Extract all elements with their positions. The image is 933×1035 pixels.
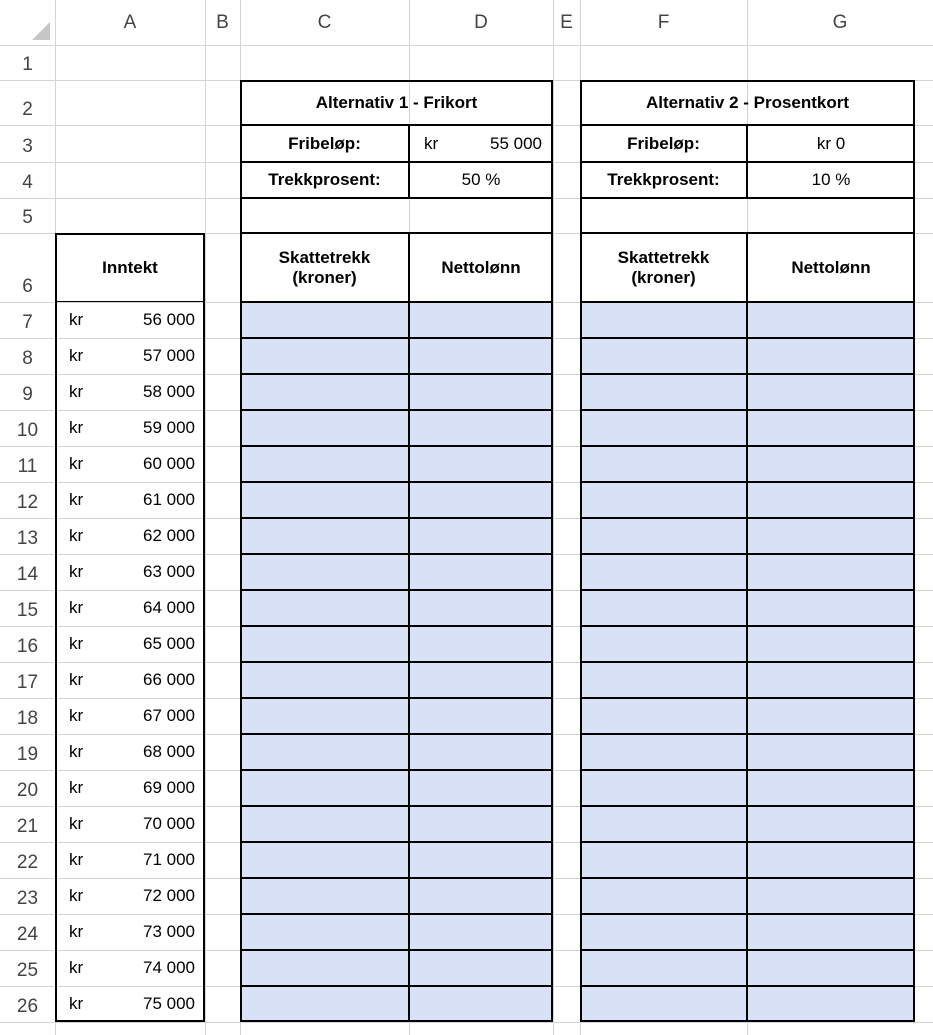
alt1-title: Alternativ 1 - Frikort (315, 92, 478, 112)
row-header-1[interactable]: 1 (22, 54, 33, 75)
alt1-nettolonn-cell[interactable] (409, 554, 553, 590)
income-amount: 75 000 (143, 994, 195, 1013)
alt1-nettolonn-cell[interactable] (409, 734, 553, 770)
alt2-skattetrekk-header: Skattetrekk (kroner) (617, 247, 710, 287)
alt2-skattetrekk-cell[interactable] (580, 914, 747, 950)
row-header-12[interactable]: 12 (16, 492, 39, 513)
alt2-nettolonn-cell[interactable] (747, 734, 915, 770)
alt1-nettolonn-cell[interactable] (409, 446, 553, 482)
alt1-nettolonn-cell[interactable] (409, 482, 553, 518)
income-amount: 70 000 (143, 814, 195, 833)
alt2-nettolonn-cell[interactable] (747, 518, 915, 554)
alt1-nettolonn-cell[interactable] (409, 626, 553, 662)
alt1-nettolonn-cell[interactable] (409, 770, 553, 806)
alt1-skattetrekk-cell[interactable] (240, 410, 409, 446)
income-cell[interactable] (55, 518, 205, 554)
income-amount: 56 000 (143, 310, 195, 329)
alt2-nettolonn-header-cell[interactable] (747, 233, 915, 302)
alt2-nettolonn-cell[interactable] (747, 482, 915, 518)
alt1-skattetrekk-cell[interactable] (240, 338, 409, 374)
income-cell[interactable] (55, 374, 205, 410)
income-header: Inntekt (102, 257, 158, 277)
alt1-nettolonn-cell[interactable] (409, 518, 553, 554)
row-header-19[interactable]: 19 (16, 744, 39, 765)
income-cell[interactable] (55, 662, 205, 698)
gridline-horizontal (0, 1022, 933, 1023)
currency-label: kr (69, 778, 84, 797)
alt1-trekk-value-cell[interactable] (409, 162, 553, 198)
alt1-skattetrekk-cell[interactable] (240, 590, 409, 626)
alt2-skattetrekk-cell[interactable] (580, 986, 747, 1022)
alt1-skattetrekk-cell[interactable] (240, 986, 409, 1022)
income-cell[interactable] (55, 914, 205, 950)
income-cell[interactable] (55, 590, 205, 626)
income-cell[interactable] (55, 302, 205, 338)
alt2-nettolonn-cell[interactable] (747, 770, 915, 806)
alt1-skattetrekk-header-cell[interactable] (240, 233, 409, 302)
row-header-2[interactable]: 2 (22, 99, 33, 120)
income-cell[interactable] (55, 698, 205, 734)
income-cell[interactable] (55, 338, 205, 374)
alt2-nettolonn-cell[interactable] (747, 338, 915, 374)
alt2-fribelop-label: Fribeløp: (627, 133, 700, 153)
alt1-skattetrekk-cell[interactable] (240, 662, 409, 698)
income-cell[interactable] (55, 410, 205, 446)
income-amount: 60 000 (143, 454, 195, 473)
row-header-20[interactable]: 20 (16, 780, 39, 801)
currency-label: kr (69, 634, 84, 653)
alt1-nettolonn-cell[interactable] (409, 374, 553, 410)
alt1-nettolonn-cell[interactable] (409, 590, 553, 626)
currency-label: kr (69, 346, 84, 365)
gridline-horizontal (0, 45, 933, 46)
income-cell[interactable] (55, 626, 205, 662)
alt2-empty-cell[interactable] (580, 198, 915, 233)
income-amount: 68 000 (143, 742, 195, 761)
row-header-16[interactable]: 16 (16, 636, 39, 657)
currency-label: kr (69, 526, 84, 545)
currency-label: kr (69, 742, 84, 761)
alt1-skattetrekk-cell[interactable] (240, 770, 409, 806)
income-amount: 58 000 (143, 382, 195, 401)
alt1-nettolonn-cell[interactable] (409, 338, 553, 374)
income-amount: 62 000 (143, 526, 195, 545)
income-amount: 67 000 (143, 706, 195, 725)
row-header-9[interactable]: 9 (22, 384, 33, 405)
alt1-skattetrekk-cell[interactable] (240, 446, 409, 482)
row-header-17[interactable]: 17 (16, 672, 39, 693)
alt1-trekk-label: Trekkprosent: (268, 170, 381, 189)
currency-label: kr (69, 310, 84, 329)
income-cell[interactable] (55, 986, 205, 1022)
row-header-6[interactable]: 6 (22, 276, 33, 297)
income-cell[interactable] (55, 770, 205, 806)
row-header-14[interactable]: 14 (16, 564, 39, 585)
currency-label: kr (69, 454, 84, 473)
row-header-8[interactable]: 8 (22, 348, 33, 369)
income-cell[interactable] (55, 554, 205, 590)
alt2-trekk-label-cell[interactable] (580, 162, 747, 198)
alt1-nettolonn-cell[interactable] (409, 878, 553, 914)
row-header-5[interactable]: 5 (22, 207, 33, 228)
alt1-nettolonn-cell[interactable] (409, 410, 553, 446)
income-amount: 69 000 (143, 778, 195, 797)
income-cell[interactable] (55, 734, 205, 770)
alt2-skattetrekk-cell[interactable] (580, 878, 747, 914)
income-amount: 71 000 (143, 850, 195, 869)
alt2-nettolonn-cell[interactable] (747, 446, 915, 482)
income-amount: 72 000 (143, 886, 195, 905)
column-header-b[interactable]: B (216, 11, 229, 33)
alt2-trekk-value-cell[interactable] (747, 162, 915, 198)
alt1-fribelop-label-cell[interactable] (240, 125, 409, 162)
alt2-nettolonn-cell[interactable] (747, 626, 915, 662)
alt1-skattetrekk-header: Skattetrekk (kroner) (278, 247, 371, 287)
alt1-skattetrekk-cell[interactable] (240, 878, 409, 914)
alt1-nettolonn-cell[interactable] (409, 986, 553, 1022)
currency-label: kr (69, 418, 84, 437)
row-header-24[interactable]: 24 (16, 924, 39, 945)
alt1-skattetrekk-cell[interactable] (240, 914, 409, 950)
row-header-22[interactable]: 22 (16, 852, 39, 873)
row-header-23[interactable]: 23 (16, 888, 39, 909)
alt1-skattetrekk-cell[interactable] (240, 482, 409, 518)
alt2-nettolonn-cell[interactable] (747, 950, 915, 986)
alt1-nettolonn-header-cell[interactable] (409, 233, 553, 302)
alt2-nettolonn-cell[interactable] (747, 410, 915, 446)
alt2-trekk-label: Trekkprosent: (607, 170, 720, 189)
row-header-7[interactable]: 7 (22, 312, 33, 333)
income-amount: 59 000 (143, 418, 195, 437)
income-amount: 73 000 (143, 922, 195, 941)
alt2-skattetrekk-cell[interactable] (580, 734, 747, 770)
alt2-skattetrekk-cell[interactable] (580, 698, 747, 734)
alt1-trekk-value: 50 % (461, 170, 501, 189)
currency-label: kr (69, 994, 84, 1013)
column-header-f[interactable]: F (657, 11, 670, 33)
alt2-skattetrekk-header-cell[interactable] (580, 233, 747, 302)
alt2-nettolonn-cell[interactable] (747, 842, 915, 878)
column-header-e[interactable]: E (560, 11, 573, 33)
income-amount: 63 000 (143, 562, 195, 581)
alt1-nettolonn-cell[interactable] (409, 914, 553, 950)
currency-label: kr (69, 814, 84, 833)
alt2-nettolonn-cell[interactable] (747, 590, 915, 626)
alt1-skattetrekk-cell[interactable] (240, 302, 409, 338)
alt2-nettolonn-cell[interactable] (747, 698, 915, 734)
income-cell[interactable] (55, 842, 205, 878)
currency-label: kr (69, 382, 84, 401)
alt2-skattetrekk-cell[interactable] (580, 410, 747, 446)
row-header-18[interactable]: 18 (16, 708, 39, 729)
alt1-fribelop-value: 55 000 (490, 133, 542, 153)
row-header-21[interactable]: 21 (16, 816, 39, 837)
alt2-nettolonn-cell[interactable] (747, 302, 915, 338)
alt1-nettolonn-cell[interactable] (409, 302, 553, 338)
alt2-skattetrekk-cell[interactable] (580, 806, 747, 842)
alt2-nettolonn-cell[interactable] (747, 878, 915, 914)
alt2-skattetrekk-cell[interactable] (580, 950, 747, 986)
income-cell[interactable] (55, 878, 205, 914)
alt1-skattetrekk-cell[interactable] (240, 518, 409, 554)
income-amount: 57 000 (143, 346, 195, 365)
income-cell[interactable] (55, 806, 205, 842)
alt2-skattetrekk-cell[interactable] (580, 482, 747, 518)
alt1-skattetrekk-cell[interactable] (240, 554, 409, 590)
alt2-skattetrekk-cell[interactable] (580, 770, 747, 806)
alt1-trekk-label-cell[interactable] (240, 162, 409, 198)
income-cell[interactable] (55, 446, 205, 482)
row-header-3[interactable]: 3 (22, 136, 33, 157)
row-header-13[interactable]: 13 (16, 528, 39, 549)
alt2-nettolonn-cell[interactable] (747, 986, 915, 1022)
select-all-icon[interactable] (32, 22, 50, 40)
currency-label: kr (69, 850, 84, 869)
alt1-skattetrekk-cell[interactable] (240, 698, 409, 734)
alt2-fribelop-label-cell[interactable] (580, 125, 747, 162)
column-header-g[interactable]: G (832, 11, 848, 33)
alt1-skattetrekk-cell[interactable] (240, 374, 409, 410)
currency-label: kr (69, 706, 84, 725)
row-header-25[interactable]: 25 (16, 960, 39, 981)
alt1-skattetrekk-cell[interactable] (240, 842, 409, 878)
alt1-skattetrekk-cell[interactable] (240, 734, 409, 770)
row-header-4[interactable]: 4 (22, 172, 33, 193)
column-header-c[interactable]: C (317, 11, 332, 33)
alt2-skattetrekk-cell[interactable] (580, 302, 747, 338)
alt2-skattetrekk-cell[interactable] (580, 554, 747, 590)
currency-label: kr (69, 922, 84, 941)
income-amount: 61 000 (143, 490, 195, 509)
alt1-nettolonn-cell[interactable] (409, 950, 553, 986)
alt2-skattetrekk-cell[interactable] (580, 446, 747, 482)
alt2-nettolonn-cell[interactable] (747, 806, 915, 842)
currency-label: kr (69, 562, 84, 581)
alt2-fribelop-value: kr 0 (816, 133, 846, 153)
alt2-nettolonn-header: Nettolønn (791, 257, 871, 277)
alt2-fribelop-value-cell[interactable] (747, 125, 915, 162)
alt2-skattetrekk-cell[interactable] (580, 842, 747, 878)
alt1-title-cell[interactable] (240, 80, 553, 125)
row-header-15[interactable]: 15 (16, 600, 39, 621)
alt2-skattetrekk-cell[interactable] (580, 338, 747, 374)
income-amount: 74 000 (143, 958, 195, 977)
alt1-nettolonn-cell[interactable] (409, 698, 553, 734)
alt1-nettolonn-cell[interactable] (409, 662, 553, 698)
income-amount: 65 000 (143, 634, 195, 653)
alt2-skattetrekk-cell[interactable] (580, 662, 747, 698)
alt1-nettolonn-cell[interactable] (409, 806, 553, 842)
currency-label: kr (69, 490, 84, 509)
alt2-trekk-value: 10 % (811, 170, 851, 189)
currency-label: kr (424, 133, 439, 153)
alt2-skattetrekk-cell[interactable] (580, 374, 747, 410)
row-header-26[interactable]: 26 (16, 996, 39, 1017)
income-cell[interactable] (55, 950, 205, 986)
income-header-cell[interactable] (55, 233, 205, 302)
income-amount: 64 000 (143, 598, 195, 617)
currency-label: kr (69, 670, 84, 689)
alt2-nettolonn-cell[interactable] (747, 374, 915, 410)
column-header-d[interactable]: D (474, 11, 488, 33)
row-header-11[interactable]: 11 (17, 456, 38, 477)
income-cell[interactable] (55, 482, 205, 518)
row-header-10[interactable]: 10 (16, 420, 39, 441)
alt2-title-cell[interactable] (580, 80, 915, 125)
alt1-nettolonn-header: Nettolønn (441, 257, 521, 277)
alt1-skattetrekk-cell[interactable] (240, 950, 409, 986)
alt2-skattetrekk-cell[interactable] (580, 590, 747, 626)
alt1-skattetrekk-cell[interactable] (240, 806, 409, 842)
currency-label: kr (69, 958, 84, 977)
alt1-nettolonn-cell[interactable] (409, 842, 553, 878)
alt2-skattetrekk-cell[interactable] (580, 518, 747, 554)
income-amount: 66 000 (143, 670, 195, 689)
alt1-skattetrekk-cell[interactable] (240, 626, 409, 662)
currency-label: kr (69, 886, 84, 905)
alt2-nettolonn-cell[interactable] (747, 914, 915, 950)
column-header-a[interactable]: A (123, 11, 137, 33)
alt1-fribelop-label: Fribeløp: (288, 133, 361, 153)
alt1-empty-cell[interactable] (240, 198, 553, 233)
alt2-skattetrekk-cell[interactable] (580, 626, 747, 662)
alt2-nettolonn-cell[interactable] (747, 662, 915, 698)
alt2-title: Alternativ 2 - Prosentkort (645, 92, 850, 112)
alt2-nettolonn-cell[interactable] (747, 554, 915, 590)
alt1-fribelop-value-cell[interactable] (409, 125, 553, 162)
currency-label: kr (69, 598, 84, 617)
